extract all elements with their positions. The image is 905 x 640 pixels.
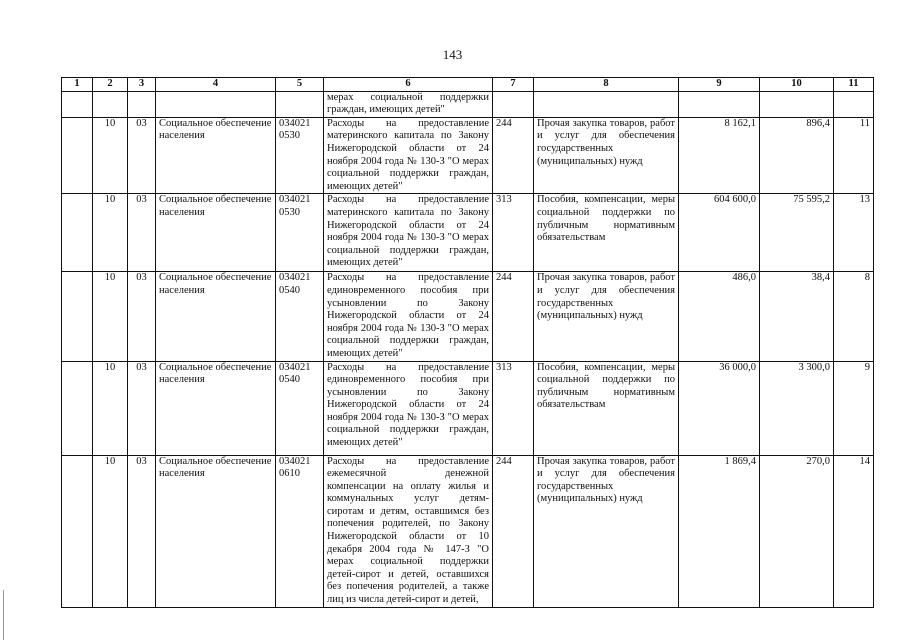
target-code: 034021 0610 [276,455,324,607]
expense-description: Расходы на предоставление материнского капитала по Закону Нижегородской области от 24 ноября 2004 года № 130-З "О мерах социальной поддержки граждан, имеющих детей" [324,194,493,272]
section-code: 10 [93,272,128,361]
section-code: 10 [93,361,128,455]
header-cell: 1 [62,78,93,92]
amount-plan: 1 869,4 [679,455,760,607]
expense-type-name: Прочая закупка товаров, работ и услуг для обеспечения государственных (муниципальных) нужд [534,117,679,194]
percent-value: 14 [834,455,874,607]
header-cell: 7 [493,78,534,92]
subsection-code: 03 [128,272,156,361]
amount-actual: 896,4 [760,117,834,194]
expense-type-code: 244 [493,455,534,607]
header-cell: 6 [324,78,493,92]
amount-actual: 270,0 [760,455,834,607]
expense-type-name: Пособия, компенсации, меры социальной поддержки по публичным нормативным обязательствам [534,361,679,455]
header-cell: 8 [534,78,679,92]
table-row [62,194,874,272]
amount-actual: 3 300,0 [760,361,834,455]
amount-plan: 8 162,1 [679,117,760,194]
subsection-name: Социальное обеспечение населения [156,272,276,361]
scan-edge-mark [3,590,4,640]
expense-type-code: 244 [493,117,534,194]
target-code: 034021 0540 [276,361,324,455]
header-cell: 3 [128,78,156,92]
subsection-code: 03 [128,361,156,455]
section-code: 10 [93,117,128,194]
header-cell: 9 [679,78,760,92]
expense-type-name: Пособия, компенсации, меры социальной поддержки по публичным нормативным обязательствам [534,194,679,272]
header-row [62,78,874,92]
subsection-name: Социальное обеспечение населения [156,361,276,455]
amount-plan: 604 600,0 [679,194,760,272]
expense-type-code: 244 [493,272,534,361]
header-cell: 4 [156,78,276,92]
amount-actual: 38,4 [760,272,834,361]
target-code: 034021 0540 [276,272,324,361]
percent-value: 8 [834,272,874,361]
subsection-name: Социальное обеспечение населения [156,194,276,272]
amount-actual: 75 595,2 [760,194,834,272]
header-cell: 2 [93,78,128,92]
table-row [62,361,874,455]
percent-value: 13 [834,194,874,272]
subsection-name: Социальное обеспечение населения [156,455,276,607]
percent-value: 9 [834,361,874,455]
subsection-code: 03 [128,194,156,272]
amount-plan: 36 000,0 [679,361,760,455]
subsection-code: 03 [128,455,156,607]
percent-value: 11 [834,117,874,194]
table-row [62,455,874,607]
expense-type-code: 313 [493,194,534,272]
subsection-code: 03 [128,117,156,194]
continuation-text: мерах социальной поддержки граждан, имеющих детей" [324,91,493,117]
amount-plan: 486,0 [679,272,760,361]
expense-type-name: Прочая закупка товаров, работ и услуг для обеспечения государственных (муниципальных) нужд [534,455,679,607]
header-cell: 11 [834,78,874,92]
expense-description: Расходы на предоставление материнского капитала по Закону Нижегородской области от 24 ноября 2004 года № 130-З "О мерах социальной поддержки граждан, имеющих детей" [324,117,493,194]
header-cell: 10 [760,78,834,92]
target-code: 034021 0530 [276,117,324,194]
expense-type-name: Прочая закупка товаров, работ и услуг для обеспечения государственных (муниципальных) нужд [534,272,679,361]
expense-description: Расходы на предоставление единовременного пособия при усыновлении по Закону Нижегородской области от 24 ноября 2004 года № 130-З "О мерах социальной поддержки граждан, имеющих детей" [324,361,493,455]
section-code: 10 [93,455,128,607]
expense-description: Расходы на предоставление единовременного пособия при усыновлении по Закону Нижегородской области от 24 ноября 2004 года № 130-З "О мерах социальной поддержки граждан, имеющих детей" [324,272,493,361]
table-row [62,117,874,194]
subsection-name: Социальное обеспечение населения [156,117,276,194]
page-number: 143 [442,47,463,62]
header-cell: 5 [276,78,324,92]
target-code: 034021 0530 [276,194,324,272]
table-row [62,272,874,361]
section-code: 10 [93,194,128,272]
budget-table [61,77,874,608]
expense-description: Расходы на предоставление ежемесячной денежной компенсации на оплату жилья и коммунальных услуг детям-сиротам и детям, оставшимся без попечения родителей, по Закону Нижегородской области от 10 декабря 2004 года № 147-З "О мерах социальной поддержки детей-сирот и детей, оставшихся без попечения родителей, а также лиц из числа детей-сирот и детей, [324,455,493,607]
continuation-row [62,91,874,117]
expense-type-code: 313 [493,361,534,455]
